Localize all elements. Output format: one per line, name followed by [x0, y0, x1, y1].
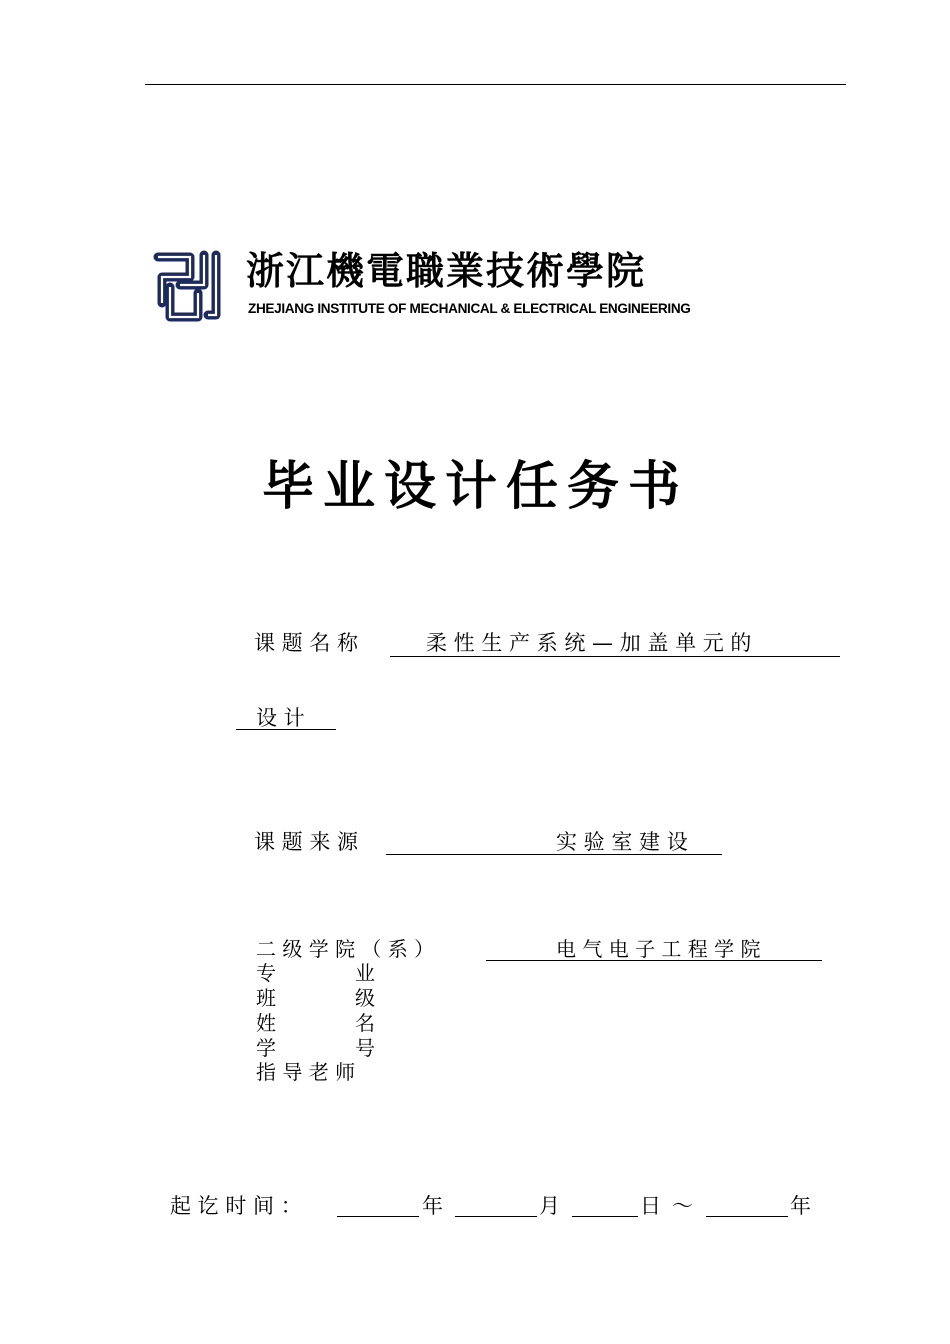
advisor-label: 指 导 老 师: [256, 1060, 356, 1084]
name-label-left: 姓: [256, 1011, 276, 1035]
period-month: 月: [539, 1194, 560, 1218]
topic-value-line1: 柔 性 生 产 系 统 — 加 盖 单 元 的: [426, 631, 752, 655]
major-label-right: 业: [355, 961, 375, 985]
period-year-end-blank: [706, 1216, 788, 1217]
period-day-blank: [572, 1216, 638, 1217]
student-id-label-left: 学: [256, 1036, 276, 1060]
department-value: 电 气 电 子 工 程 学 院: [556, 937, 761, 961]
source-underline: [386, 854, 722, 855]
department-label: 二 级 学 院 （ 系 ）: [256, 937, 435, 961]
topic-value-line2: 设 计: [256, 706, 305, 730]
student-id-label-right: 号: [355, 1036, 375, 1060]
class-label-left: 班: [256, 986, 276, 1010]
major-label-left: 专: [256, 961, 276, 985]
header-rule: [145, 84, 846, 85]
class-label-right: 级: [355, 986, 375, 1010]
period-year-start-blank: [337, 1216, 419, 1217]
department-underline: [486, 960, 822, 961]
page-title: 毕业设计任务书: [262, 457, 690, 517]
topic-underline-2: [236, 729, 336, 730]
period-year-end: 年: [790, 1194, 811, 1218]
topic-underline-1: [390, 656, 840, 657]
source-value: 实 验 室 建 设: [556, 830, 688, 854]
topic-label: 课 题 名 称: [254, 631, 359, 655]
period-label: 起 讫 时 间 ：: [170, 1194, 302, 1218]
school-name-en: ZHEJIANG INSTITUTE OF MECHANICAL & ELECTRICAL ENGINEERING: [248, 301, 691, 316]
source-label: 课 题 来 源: [254, 830, 359, 854]
school-emblem-icon: [150, 247, 230, 325]
period-tilde: ～: [672, 1194, 693, 1218]
period-month-blank: [455, 1216, 537, 1217]
school-name-cn: 浙江機電職業技術學院: [246, 248, 647, 293]
name-label-right: 名: [355, 1011, 375, 1035]
period-day: 日: [640, 1194, 661, 1218]
school-logo: [150, 245, 691, 325]
period-year-start: 年: [422, 1194, 443, 1218]
